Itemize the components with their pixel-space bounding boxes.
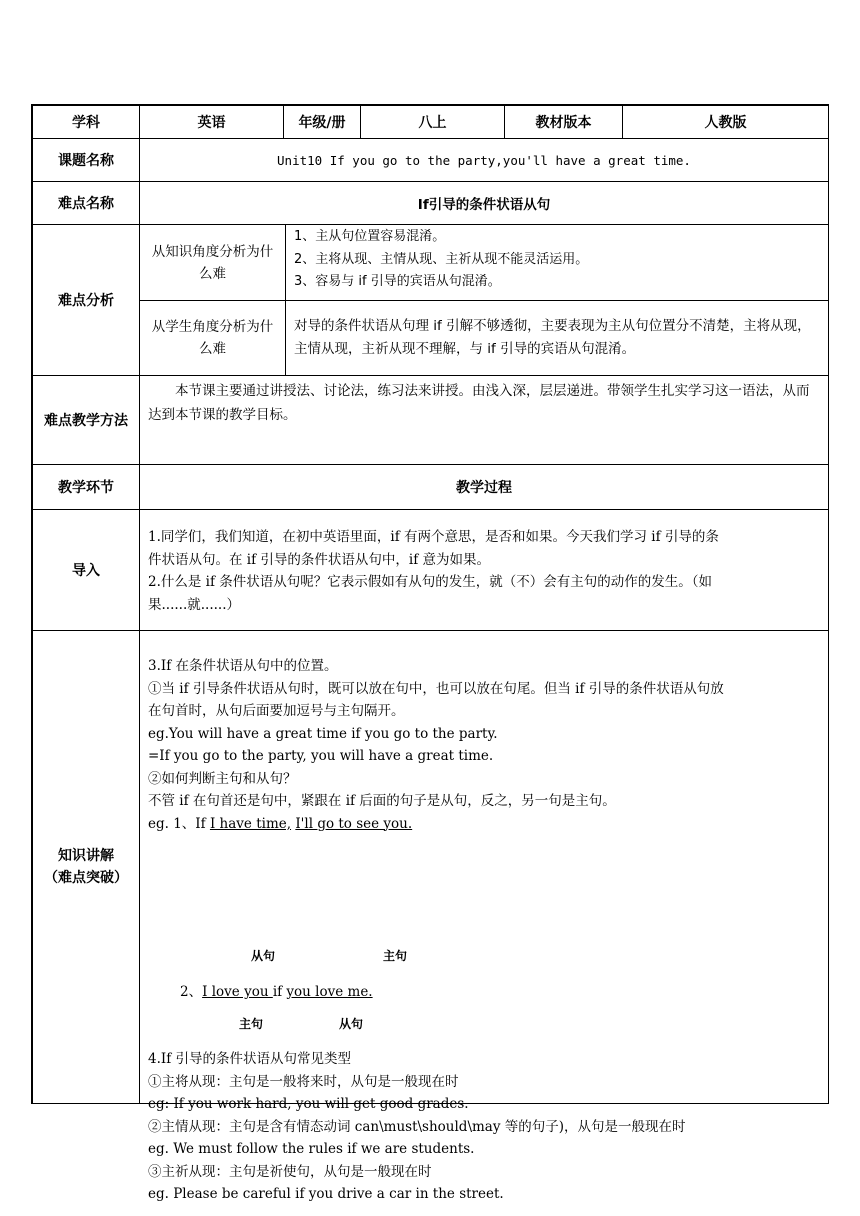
knowledge-line: eg.You will have a great time if you go to the party. bbox=[148, 725, 498, 742]
teaching-method-content bbox=[140, 376, 829, 465]
knowledge-line: ②如何判断主句和从句？ bbox=[148, 770, 297, 787]
lesson-plan-table bbox=[31, 104, 829, 1202]
intro-content bbox=[140, 510, 829, 631]
difficulty-analysis-label: 难点分析 bbox=[33, 225, 140, 376]
difficulty-name-value: If引导的条件状语从句 bbox=[140, 182, 829, 225]
knowledge-line: 在句首时，从句后面要加逗号与主句隔开。 bbox=[148, 703, 405, 719]
student-angle-content bbox=[286, 301, 829, 376]
example-1-label-main: 主句 bbox=[383, 949, 408, 963]
example-1-main-clause: I'll go to see you. bbox=[295, 815, 413, 832]
knowledge-label-line2: （难点突破） bbox=[44, 870, 128, 886]
intro-line: 果......就......） bbox=[148, 596, 240, 613]
knowledge-line: 4.If 引导的条件状语从句常见类型 bbox=[148, 1051, 352, 1067]
example-1 bbox=[148, 813, 822, 836]
knowledge-line: 不管 if 在句首还是句中，紧跟在 if 后面的句子是从句，反之，另一句是主句。 bbox=[148, 793, 616, 809]
example-2-label-subordinate: 从句 bbox=[339, 1017, 364, 1031]
edition-value: 人教版 bbox=[623, 106, 829, 139]
example-2-subordinate-clause: you love me. bbox=[286, 984, 373, 1000]
process-label: 教学环节 bbox=[33, 465, 140, 510]
knowledge-line: ①当 if 引导条件状语从句时，既可以放在句中，也可以放在句尾。但当 if 引导的条件状语从句放 bbox=[148, 680, 724, 697]
example-2 bbox=[180, 981, 822, 1004]
knowledge-line: eg. We must follow the rules if we are students. bbox=[148, 1141, 475, 1157]
example-1-subordinate-clause: I have time, bbox=[209, 815, 292, 832]
knowledge-item: 3、容易与 if 引导的宾语从句混淆。 bbox=[294, 274, 501, 289]
knowledge-line: ①主将从现：主句是一般将来时，从句是一般现在时 bbox=[148, 1073, 459, 1090]
process-value: 教学过程 bbox=[140, 465, 829, 510]
knowledge-angle-content bbox=[286, 225, 829, 301]
knowledge-content bbox=[140, 631, 829, 1202]
knowledge-line: 3.If 在条件状语从句中的位置。 bbox=[148, 658, 338, 674]
example-2-main-clause: I love you bbox=[202, 984, 273, 1000]
example-2-prefix: 2、 bbox=[180, 984, 203, 1000]
grade-value: 八上 bbox=[361, 106, 505, 139]
lesson-title: Unit10 If you go to the party,you'll have a great time. bbox=[140, 139, 829, 182]
lesson-label: 课题名称 bbox=[33, 139, 140, 182]
knowledge-line: eg. Please be careful if you drive a car in the street. bbox=[148, 1186, 504, 1202]
knowledge-line: eg: If you work hard, you will get good grades. bbox=[148, 1096, 469, 1112]
example-1-prefix: eg. 1、If bbox=[148, 815, 210, 832]
knowledge-item: 2、主将从现、主情从现、主祈从现不能灵活运用。 bbox=[294, 251, 589, 267]
knowledge-label bbox=[33, 631, 140, 1104]
grade-label: 年级/册 bbox=[284, 106, 361, 139]
student-angle-text: 对导的条件状语从句理 if 引解不够透彻，主要表现为主从句位置分不清楚，主将从现，主情从现，主祈从现不理解，与 if 引导的宾语从句混淆。 bbox=[294, 318, 811, 357]
intro-line: 2.什么是 if 条件状语从句呢？它表示假如有从句的发生，就（不）会有主句的动作的发生。（如 bbox=[148, 574, 713, 590]
example-1-label-subordinate: 从句 bbox=[251, 949, 276, 963]
knowledge-angle-label: 从知识角度分析为什么难 bbox=[140, 225, 286, 301]
difficulty-name-label: 难点名称 bbox=[33, 182, 140, 225]
student-angle-label: 从学生角度分析为什么难 bbox=[140, 301, 286, 376]
knowledge-line: =If you go to the party, you will have a great time. bbox=[148, 748, 494, 764]
subject-label: 学科 bbox=[33, 106, 140, 139]
knowledge-line: ②主情从现：主句是含有情态动词 can\must\should\may 等的句子)，从句是一般现在时 bbox=[148, 1118, 686, 1135]
knowledge-line: ③主祈从现：主句是祈使句，从句是一般现在时 bbox=[148, 1163, 432, 1180]
subject-value: 英语 bbox=[140, 106, 284, 139]
knowledge-label-line1: 知识讲解 bbox=[58, 848, 114, 864]
teaching-method-label: 难点教学方法 bbox=[33, 376, 140, 465]
intro-line: 件状语从句。在 if 引导的条件状语从句中，if 意为如果。 bbox=[148, 551, 491, 568]
example-2-label-main: 主句 bbox=[239, 1017, 264, 1031]
intro-label: 导入 bbox=[33, 510, 140, 631]
example-2-if: if bbox=[272, 984, 287, 1000]
intro-line: 1.同学们，我们知道，在初中英语里面，if 有两个意思，是否和如果。今天我们学习 if 引导的条 bbox=[148, 529, 719, 545]
edition-label: 教材版本 bbox=[505, 106, 623, 139]
knowledge-item: 1、主从句位置容易混淆。 bbox=[294, 229, 446, 244]
teaching-method-text: 本节课主要通过讲授法、讨论法，练习法来讲授。由浅入深，层层递进。带领学生扎实学习这一语法，从而达到本节课的教学目标。 bbox=[148, 383, 810, 423]
